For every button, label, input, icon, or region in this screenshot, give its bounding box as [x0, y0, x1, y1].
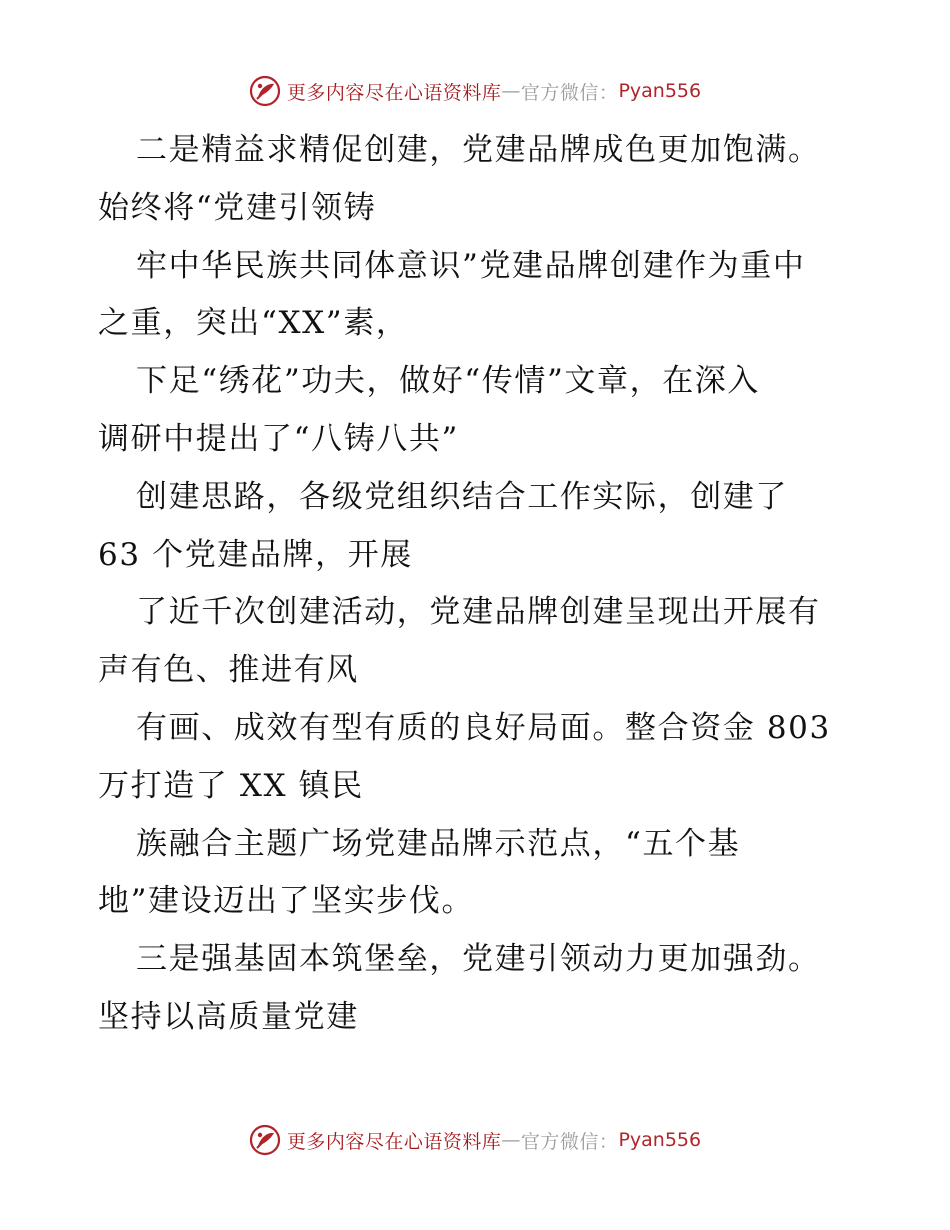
body-text [98, 122, 898, 1047]
text-line: 之重，突出“XX”素， [98, 305, 409, 342]
text-line: 创建思路，各级党组织结合工作实际，创建了 [136, 478, 788, 515]
text-line: 了近千次创建活动，党建品牌创建呈现出开展有 [136, 594, 821, 631]
text-line: 万打造了 XX 镇民 [98, 767, 364, 804]
text-line: 族融合主题广场党建品牌示范点，“五个基 [136, 825, 741, 862]
text-line: 二是精益求精促创建，党建品牌成色更加饱满。 [136, 132, 821, 168]
text-line: 坚持以高质量党建 [98, 998, 359, 1035]
header-wechat-label: 官方微信： [520, 81, 619, 104]
text-line: 牢中华民族共同体意识”党建品牌创建作为重中 [136, 247, 806, 284]
footer-wechat-id: Pyan556 [618, 1129, 702, 1151]
header-brand-text: 更多内容尽在心语资料库 [286, 81, 502, 104]
footer-wechat-label: 官方微信： [520, 1130, 619, 1153]
header-separator: — [501, 80, 521, 102]
footer-banner [0, 1120, 950, 1160]
flower-logo-icon [249, 1124, 281, 1156]
text-line: 声有色、推进有风 [98, 652, 359, 689]
text-line: 有画、成效有型有质的良好局面。整合资金 803 [136, 709, 831, 746]
header-banner [0, 71, 950, 111]
text-line: 下足“绣花”功夫，做好“传情”文章，在深入 [136, 363, 760, 400]
text-line: 三是强基固本筑堡垒，党建引领动力更加强劲。 [136, 941, 821, 978]
text-line: 63 个党建品牌，开展 [98, 536, 413, 573]
header-wechat-id: Pyan556 [618, 80, 702, 102]
text-line: 调研中提出了“八铸八共” [98, 420, 459, 457]
footer-separator: — [501, 1129, 521, 1151]
text-line: 始终将“党建引领铸 [98, 189, 377, 226]
text-line: 地”建设迈出了坚实步伐。 [98, 883, 475, 920]
flower-logo-icon [249, 75, 281, 107]
footer-brand-text: 更多内容尽在心语资料库 [286, 1130, 502, 1153]
